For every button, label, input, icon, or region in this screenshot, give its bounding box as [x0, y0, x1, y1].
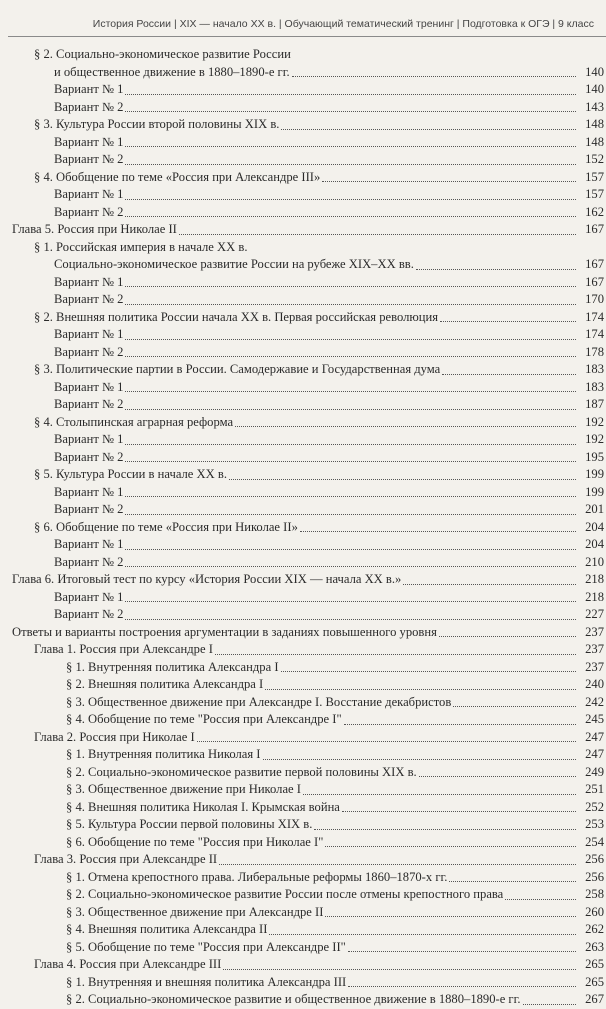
toc-entry: [0, 256, 606, 274]
toc-entry: [0, 834, 606, 852]
toc-dot-leader: [125, 199, 576, 200]
toc-dot-leader: [342, 811, 576, 812]
toc-entry-page: 252: [585, 799, 604, 814]
toc-entry-page: 167: [585, 274, 604, 289]
toc-dot-leader: [125, 409, 576, 410]
toc-entry-page: 237: [585, 642, 604, 656]
toc-entry: [0, 904, 606, 922]
toc-entry-title: § 3. Культура России второй половины XIX в.: [34, 117, 280, 131]
toc-dot-leader: [125, 514, 576, 515]
toc-dot-leader: [223, 969, 576, 970]
toc-entry-title: § 4. Внешняя политика Александра II: [66, 922, 268, 936]
toc-entry-page: 218: [585, 589, 604, 604]
toc-entry-title: Вариант № 1: [54, 484, 124, 499]
toc-entry-page: 247: [585, 729, 604, 744]
toc-dot-leader: [453, 706, 576, 707]
toc-entry-title: Вариант № 2: [54, 449, 124, 464]
toc-entry: [0, 659, 606, 677]
toc-entry-title: Вариант № 2: [54, 204, 124, 219]
toc-dot-leader: [179, 234, 576, 235]
toc-dot-leader: [281, 129, 576, 130]
toc-entry-title: § 5. Культура России первой половины XIX в.: [66, 817, 313, 831]
toc-entry-page: 143: [585, 99, 604, 114]
toc-entry-title: § 4. Обобщение по теме "Россия при Александре I": [66, 712, 342, 726]
toc-entry-page: 199: [585, 484, 604, 499]
toc-entry-title: Вариант № 1: [54, 537, 124, 551]
toc-entry-title: Вариант № 2: [54, 554, 124, 569]
toc-entry-title: Вариант № 2: [54, 397, 124, 411]
toc-entry-page: 201: [585, 502, 604, 516]
toc-entry-title: Вариант № 2: [54, 292, 124, 306]
toc-dot-leader: [416, 269, 576, 270]
toc-entry-title: § 3. Политические партии в России. Самодержавие и Государственная дума: [34, 362, 441, 376]
toc-dot-leader: [303, 794, 576, 795]
toc-dot-leader: [505, 899, 576, 900]
toc-entry: [0, 781, 606, 799]
toc-entry-page: 140: [585, 64, 604, 79]
toc-entry-title: § 2. Социально-экономическое развитие первой половины XIX в.: [66, 764, 417, 779]
toc-entry: [0, 484, 606, 502]
toc-entry-page: 148: [585, 134, 604, 149]
toc-entry-page: 253: [585, 817, 604, 831]
toc-entry-page: 174: [585, 309, 604, 324]
toc-entry-title: § 3. Общественное движение при Александре II: [66, 904, 324, 919]
toc-entry-title: § 6. Обобщение по теме "Россия при Николае I": [66, 834, 324, 849]
toc-entry-page: 192: [585, 414, 604, 429]
toc-entry: [0, 851, 606, 869]
toc-entry-title: Вариант № 2: [54, 607, 124, 621]
toc-entry-title: § 1. Внутренняя политика Александра I: [66, 659, 279, 674]
toc-entry-page: 170: [585, 292, 604, 306]
toc-entry-title: § 1. Отмена крепостного права. Либеральные реформы 1860–1870-х гг.: [66, 869, 448, 884]
toc-entry-title: § 2. Социально-экономическое развитие и общественное движение в 1880–1890-е гг.: [66, 992, 521, 1006]
toc-entry: [0, 134, 606, 152]
toc-entry: [0, 116, 606, 134]
toc-entry-page: 262: [585, 922, 604, 936]
toc-entry-title: Глава 3. Россия при Александре II: [34, 852, 218, 866]
toc-dot-leader: [125, 461, 576, 462]
toc-entry-title: Ответы и варианты построения аргументации в заданиях повышенного уровня: [12, 624, 437, 639]
toc-entry: [0, 309, 606, 327]
toc-entry-title: § 4. Столыпинская аграрная реформа: [34, 414, 234, 429]
toc-entry-page: 251: [585, 782, 604, 796]
toc-entry-page: 178: [585, 344, 604, 359]
toc-entry-title: Вариант № 2: [54, 344, 124, 359]
toc-entry-title: Глава 4. Россия при Александре III: [34, 957, 222, 971]
toc-dot-leader: [523, 1004, 577, 1005]
table-of-contents: [0, 46, 606, 1009]
running-header: История России | XIX — начало XX в. | Обучающий тематический тренинг | Подготовка к ОГЭ | 9 класс: [92, 18, 594, 30]
toc-dot-leader: [215, 654, 576, 655]
toc-dot-leader: [125, 94, 576, 95]
toc-entry: [0, 991, 606, 1009]
toc-entry-title: Вариант № 2: [54, 502, 124, 516]
toc-entry-page: 210: [585, 554, 604, 569]
toc-entry: [0, 186, 606, 204]
toc-dot-leader: [442, 374, 576, 375]
toc-entry: [0, 764, 606, 782]
toc-entry-page: 256: [585, 852, 604, 866]
toc-entry: [0, 589, 606, 607]
toc-dot-leader: [403, 584, 576, 585]
header-divider: [8, 36, 606, 37]
toc-entry: [0, 554, 606, 572]
toc-entry: [0, 221, 606, 239]
toc-dot-leader: [125, 216, 576, 217]
toc-dot-leader: [125, 286, 576, 287]
toc-entry-page: 204: [585, 537, 604, 551]
toc-entry: [0, 501, 606, 519]
toc-entry-title: § 3. Общественное движение при Николае I: [66, 782, 301, 796]
toc-entry-title: § 4. Обобщение по теме «Россия при Александре III»: [34, 169, 321, 184]
toc-entry: [0, 641, 606, 659]
toc-entry-page: 204: [585, 519, 604, 534]
toc-entry-title: § 2. Социально-экономическое развитие России после отмены крепостного права: [66, 887, 504, 901]
toc-entry: [0, 939, 606, 957]
toc-entry-page: 265: [585, 957, 604, 971]
toc-entry-title: § 1. Внутренняя и внешняя политика Александра III: [66, 974, 347, 989]
toc-entry-title: § 5. Культура России в начале XX в.: [34, 467, 227, 481]
toc-dot-leader: [344, 724, 576, 725]
toc-dot-leader: [125, 566, 576, 567]
toc-dot-leader: [229, 479, 576, 480]
toc-entry-title: Глава 5. Россия при Николае II: [12, 222, 177, 236]
toc-entry-page: 187: [585, 397, 604, 411]
toc-entry-title: § 1. Российская империя в начале XX в.: [34, 239, 248, 254]
toc-entry-page: 237: [585, 659, 604, 674]
toc-entry: [0, 519, 606, 537]
toc-entry-page: 157: [585, 169, 604, 184]
toc-dot-leader: [440, 321, 576, 322]
toc-dot-leader: [125, 496, 576, 497]
toc-entry-title: Вариант № 1: [54, 134, 124, 149]
toc-entry: [0, 81, 606, 99]
toc-entry-page: 183: [585, 362, 604, 376]
toc-dot-leader: [281, 671, 576, 672]
toc-entry: [0, 606, 606, 624]
toc-entry: [0, 204, 606, 222]
toc-entry-page: 267: [585, 992, 604, 1006]
toc-entry-page: 148: [585, 117, 604, 131]
toc-entry: [0, 816, 606, 834]
toc-entry: [0, 151, 606, 169]
toc-dot-leader: [125, 146, 576, 147]
toc-entry-title: Вариант № 1: [54, 274, 124, 289]
toc-dot-leader: [197, 741, 576, 742]
toc-entry: [0, 746, 606, 764]
toc-entry: [0, 571, 606, 589]
toc-entry: [0, 956, 606, 974]
toc-entry: [0, 799, 606, 817]
toc-entry-page: 240: [585, 677, 604, 691]
toc-entry-page: 227: [585, 607, 604, 621]
toc-entry: [0, 676, 606, 694]
toc-entry: [0, 99, 606, 117]
toc-entry-page: 258: [585, 887, 604, 901]
toc-entry-page: 245: [585, 712, 604, 726]
toc-dot-leader: [263, 759, 577, 760]
toc-entry-title: § 2. Внешняя политика России начала XX в. Первая российская революция: [34, 309, 439, 324]
toc-entry-page: 263: [585, 939, 604, 954]
toc-entry-title: § 6. Обобщение по теме «Россия при Николае II»: [34, 519, 298, 534]
toc-dot-leader: [125, 601, 576, 602]
toc-entry-title: § 2. Внешняя политика Александра I: [66, 677, 264, 691]
toc-entry-page: 247: [585, 747, 604, 761]
toc-entry-title: Вариант № 2: [54, 99, 124, 114]
toc-entry: [0, 974, 606, 992]
toc-entry-page: 167: [585, 257, 604, 271]
toc-dot-leader: [314, 829, 576, 830]
toc-dot-leader: [125, 391, 576, 392]
toc-entry-page: 260: [585, 904, 604, 919]
toc-entry-page: 162: [585, 204, 604, 219]
toc-entry-page: 183: [585, 379, 604, 394]
toc-dot-leader: [125, 549, 576, 550]
toc-entry-title: Вариант № 1: [54, 432, 124, 446]
toc-dot-leader: [419, 776, 576, 777]
toc-entry-title: Вариант № 1: [54, 82, 124, 96]
toc-entry-title: Вариант № 1: [54, 379, 124, 394]
toc-entry: [0, 291, 606, 309]
toc-entry-page: 256: [585, 869, 604, 884]
toc-dot-leader: [219, 864, 576, 865]
toc-entry: [0, 711, 606, 729]
toc-entry: [0, 169, 606, 187]
toc-entry-page: 242: [585, 694, 604, 709]
toc-entry-title: § 4. Внешняя политика Николая I. Крымская война: [66, 799, 340, 814]
toc-entry-page: 237: [585, 624, 604, 639]
toc-entry: [0, 361, 606, 379]
toc-dot-leader: [125, 444, 576, 445]
toc-entry-page: 265: [585, 974, 604, 989]
toc-entry-title: Вариант № 1: [54, 589, 124, 604]
toc-entry-title: § 5. Обобщение по теме "Россия при Александре II": [66, 939, 346, 954]
toc-entry-title: и общественное движение в 1880–1890-е гг.: [54, 64, 290, 79]
toc-entry: [0, 274, 606, 292]
toc-entry: [0, 396, 606, 414]
toc-entry: [0, 694, 606, 712]
toc-entry-title: Вариант № 1: [54, 187, 124, 201]
toc-dot-leader: [265, 689, 576, 690]
toc-dot-leader: [269, 934, 576, 935]
toc-entry-page: 249: [585, 764, 604, 779]
toc-entry-page: 192: [585, 432, 604, 446]
toc-dot-leader: [348, 986, 576, 987]
toc-dot-leader: [348, 951, 576, 952]
toc-entry-page: 199: [585, 467, 604, 481]
toc-dot-leader: [439, 636, 576, 637]
toc-entry-page: 157: [585, 187, 604, 201]
toc-entry-page: 195: [585, 449, 604, 464]
toc-entry-title: Глава 2. Россия при Николае I: [34, 729, 195, 744]
toc-entry: [0, 431, 606, 449]
toc-entry-title: Глава 6. Итоговый тест по курсу «История России XIX — начала XX в.»: [12, 572, 402, 586]
toc-entry: [0, 414, 606, 432]
toc-entry-title: § 2. Социально-экономическое развитие России: [34, 47, 291, 61]
toc-entry-title: § 3. Общественное движение при Александре I. Восстание декабристов: [66, 694, 452, 709]
toc-entry: [0, 536, 606, 554]
toc-dot-leader: [449, 881, 576, 882]
toc-dot-leader: [322, 181, 576, 182]
toc-entry: [0, 869, 606, 887]
toc-entry: [0, 449, 606, 467]
toc-entry-page: 167: [585, 222, 604, 236]
toc-entry-title: § 1. Внутренняя политика Николая I: [66, 747, 261, 761]
toc-entry: [0, 729, 606, 747]
toc-entry: [0, 466, 606, 484]
toc-dot-leader: [292, 76, 576, 77]
toc-entry: [0, 624, 606, 642]
toc-dot-leader: [125, 164, 576, 165]
toc-entry-title: Вариант № 1: [54, 327, 124, 341]
toc-entry-title: Вариант № 2: [54, 152, 124, 166]
toc-entry: [0, 921, 606, 939]
toc-dot-leader: [325, 916, 576, 917]
toc-dot-leader: [125, 619, 576, 620]
toc-entry: [0, 326, 606, 344]
toc-entry: [0, 344, 606, 362]
toc-entry-page: 140: [585, 82, 604, 96]
toc-dot-leader: [125, 356, 576, 357]
toc-entry: [0, 379, 606, 397]
toc-dot-leader: [125, 304, 576, 305]
toc-entry-page: 174: [585, 327, 604, 341]
toc-dot-leader: [125, 111, 576, 112]
toc-entry: [0, 239, 606, 257]
toc-entry: [0, 46, 606, 64]
toc-dot-leader: [300, 531, 576, 532]
toc-entry-page: 218: [585, 572, 604, 586]
toc-dot-leader: [325, 846, 576, 847]
toc-dot-leader: [125, 339, 576, 340]
toc-entry-title: Глава 1. Россия при Александре I: [34, 642, 213, 656]
toc-entry-page: 254: [585, 834, 604, 849]
toc-entry-page: 152: [585, 152, 604, 166]
toc-entry: [0, 886, 606, 904]
toc-dot-leader: [235, 426, 576, 427]
toc-entry: [0, 64, 606, 82]
toc-entry-title: Социально-экономическое развитие России на рубеже XIX–XX вв.: [54, 257, 414, 271]
